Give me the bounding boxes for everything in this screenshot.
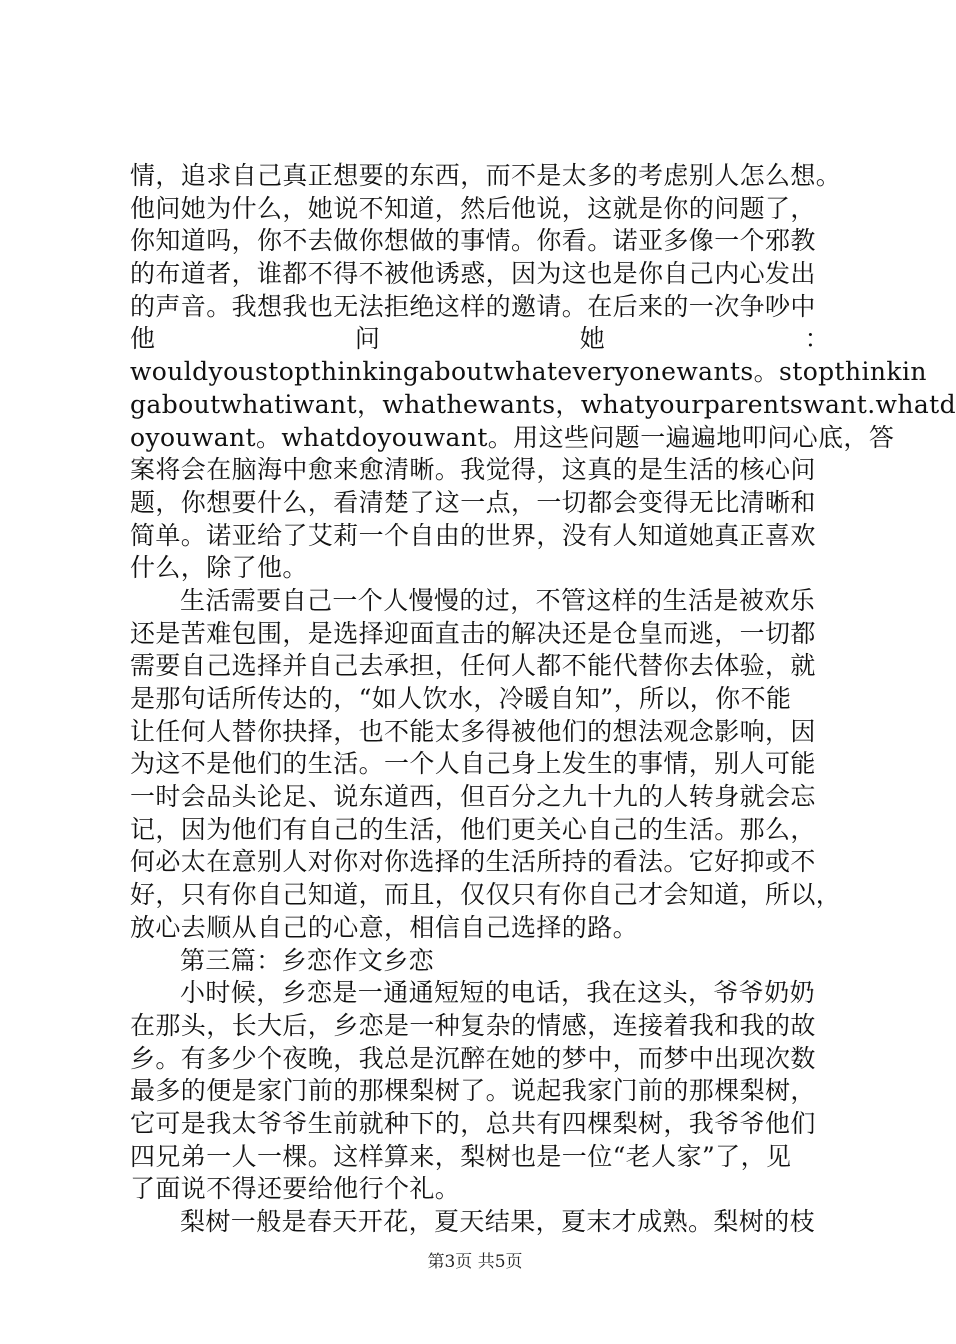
text-line: 四兄弟一人一棵。这样算来，梨树也是一位“老人家”了，见 [130,1141,792,1171]
text-line: oyouwant。whatdoyouwant。用这些问题一遍遍地叩问心底，答 [130,422,895,452]
text-line: 让任何人替你抉择，也不能太多得被他们的想法观念影响，因 [130,716,816,746]
text-line: 什么，除了他。 [130,553,308,583]
text-line: 乡。有多少个夜晚，我总是沉醉在她的梦中，而梦中出现次数 [130,1043,816,1073]
text-line: wouldyoustopthinkingaboutwhateveryonewants。stopthinkin [130,357,927,387]
paragraph-first-line: 梨树一般是春天开花，夏天结果，夏末才成熟。梨树的枝 [180,1207,816,1236]
section-title: 第三篇：乡恋作文乡恋 [180,945,435,975]
document-body [130,160,956,1239]
text-line: 题，你想要什么，看清楚了这一点，一切都会变得无比清晰和 [130,487,816,517]
text-line: 简单。诺亚给了艾莉一个自由的世界，没有人知道她真正喜欢 [130,520,816,550]
text-line: 他问她为什么，她说不知道，然后他说，这就是你的问题了， [130,193,816,223]
text-line: 记，因为他们有自己的生活，他们更关心自己的生活。那么， [130,814,816,844]
spread-char: 问 [354,324,381,354]
text-line: 情，追求自己真正想要的东西，而不是太多的考虑别人怎么想。 [130,161,842,190]
spread-char: 他 [130,324,156,354]
text-line: 一时会品头论足、说东道西，但百分之九十九的人转身就会忘 [130,782,816,812]
text-line: 的声音。我想我也无法拒绝这样的邀请。在后来的一次争吵中 [130,291,816,321]
text-line: 何必太在意别人对你对你选择的生活所持的看法。它好抑或不 [130,847,816,877]
text-line: 放心去顺从自己的心意，相信自己选择的路。 [130,912,639,942]
spread-char: ： [804,324,830,354]
page-number-footer: 第3页 共5页 [427,1252,523,1272]
text-line: 你知道吗，你不去做你想做的事情。你看。诺亚多像一个邪教 [130,226,816,256]
paragraph-first-line: 小时候，乡恋是一通通短短的电话，我在这头，爷爷奶奶 [180,978,816,1008]
spread-char: 她 [579,324,606,354]
text-line: 为这不是他们的生活。一个人自己身上发生的事情，别人可能 [130,749,816,779]
paragraph-first-line: 生活需要自己一个人慢慢的过，不管这样的生活是被欢乐 [180,585,816,615]
spread-text-line [130,323,830,356]
text-line: 了面说不得还要给他行个礼。 [130,1174,461,1204]
text-line: 是那句话所传达的，“如人饮水，冷暖自知”，所以，你不能 [130,684,792,713]
text-line: 最多的便是家门前的那棵梨树了。说起我家门前的那棵梨树， [130,1076,816,1106]
text-line: gaboutwhatiwant，whathewants，whatyourparentswant.whatd [130,389,956,419]
text-line: 的布道者，谁都不得不被他诱惑，因为这也是你自己内心发出 [130,259,816,289]
text-line: 好，只有你自己知道，而且，仅仅只有你自己才会知道，所以， [130,880,842,910]
text-line: 在那头，长大后，乡恋是一种复杂的情感，连接着我和我的故 [130,1010,816,1040]
text-line: 还是苦难包围，是选择迎面直击的解决还是仓皇而逃，一切都 [130,618,816,648]
text-line: 案将会在脑海中愈来愈清晰。我觉得，这真的是生活的核心问 [130,455,816,485]
text-line: 它可是我太爷爷生前就种下的，总共有四棵梨树，我爷爷他们 [130,1108,816,1138]
text-line: 需要自己选择并自己去承担，任何人都不能代替你去体验，就 [130,651,816,681]
